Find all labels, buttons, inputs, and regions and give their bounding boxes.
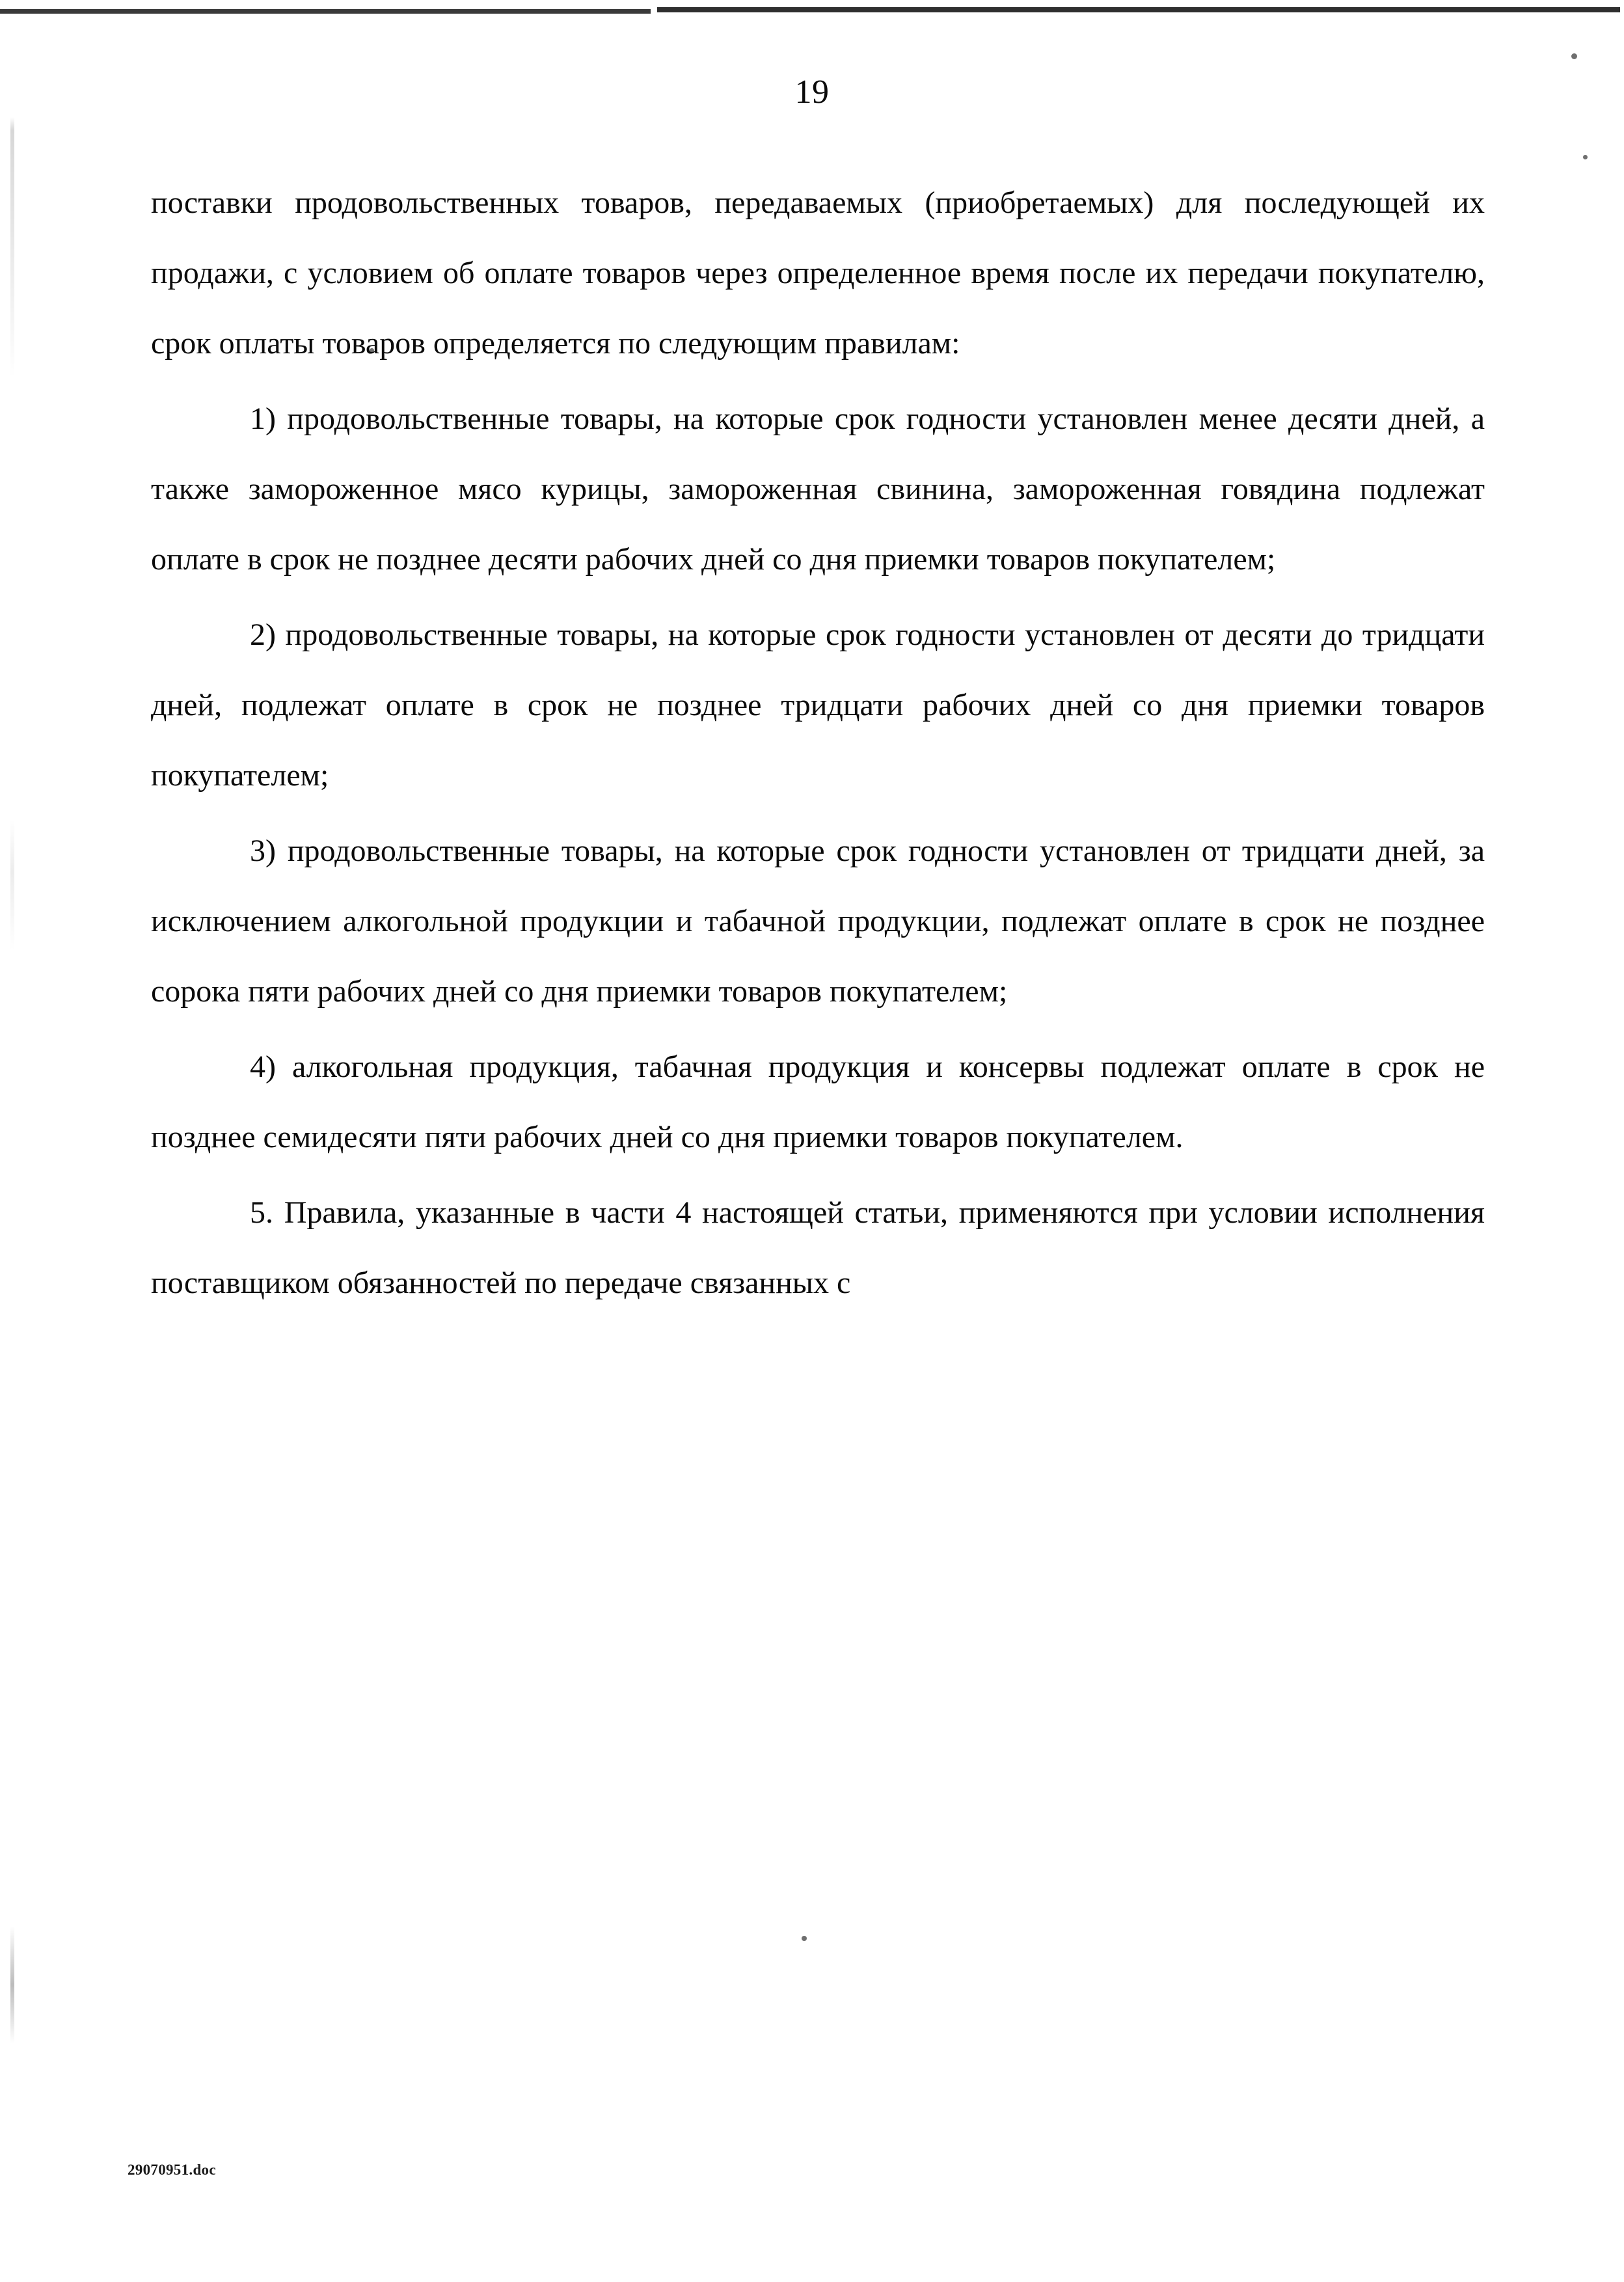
paragraph-item-1: 1) продовольственные товары, на которые срок годности установлен менее десяти дней, а также замороженное мясо курицы, замороженная свинина, замороженная говядина подлежат оплате в срок не позднее десяти рабочих дней со дня приемки товаров покупателем;	[151, 401, 1485, 577]
scan-artifact-left-margin	[10, 39, 14, 2238]
scan-artifact-bar-left	[0, 9, 651, 14]
paragraph-item-3: 3) продовольственные товары, на которые срок годности установлен от тридцати дней, за исключением алкогольной продукции и табачной продукции, подлежат оплате в срок не позднее сорока пяти рабочих дней со дня приемки товаров покупателем;	[151, 834, 1485, 1009]
paragraph-item-5: 5. Правила, указанные в части 4 настоящей статьи, применяются при условии исполнения поставщиком обязанностей по передаче связанных с	[151, 1195, 1485, 1300]
page-number: 19	[794, 74, 830, 111]
paragraph-item-4: 4) алкогольная продукция, табачная продукция и консервы подлежат оплате в срок не позднее семидесяти пяти рабочих дней со дня приемки товаров покупателем.	[151, 1050, 1485, 1154]
document-body	[151, 168, 1485, 1324]
scan-artifact-bar-right	[657, 7, 1620, 12]
scan-artifact-top-edge	[0, 0, 1624, 17]
paragraph-item-2: 2) продовольственные товары, на которые срок годности установлен от десяти до тридцати дней, подлежат оплате в срок не позднее тридцати рабочих дней со дня приемки товаров покупателем;	[151, 618, 1485, 793]
scan-speck	[1583, 155, 1588, 159]
scan-speck	[802, 1936, 807, 1941]
scan-speck	[1571, 53, 1577, 59]
paragraph-intro: поставки продовольственных товаров, передаваемых (приобретаемых) для последующей их продажи, с условием об оплате товаров через определенное время после их передачи покупателю, срок оплаты товаров определяется по следующим правилам:	[151, 185, 1485, 360]
footer-filename: 29070951.doc	[128, 2162, 216, 2178]
